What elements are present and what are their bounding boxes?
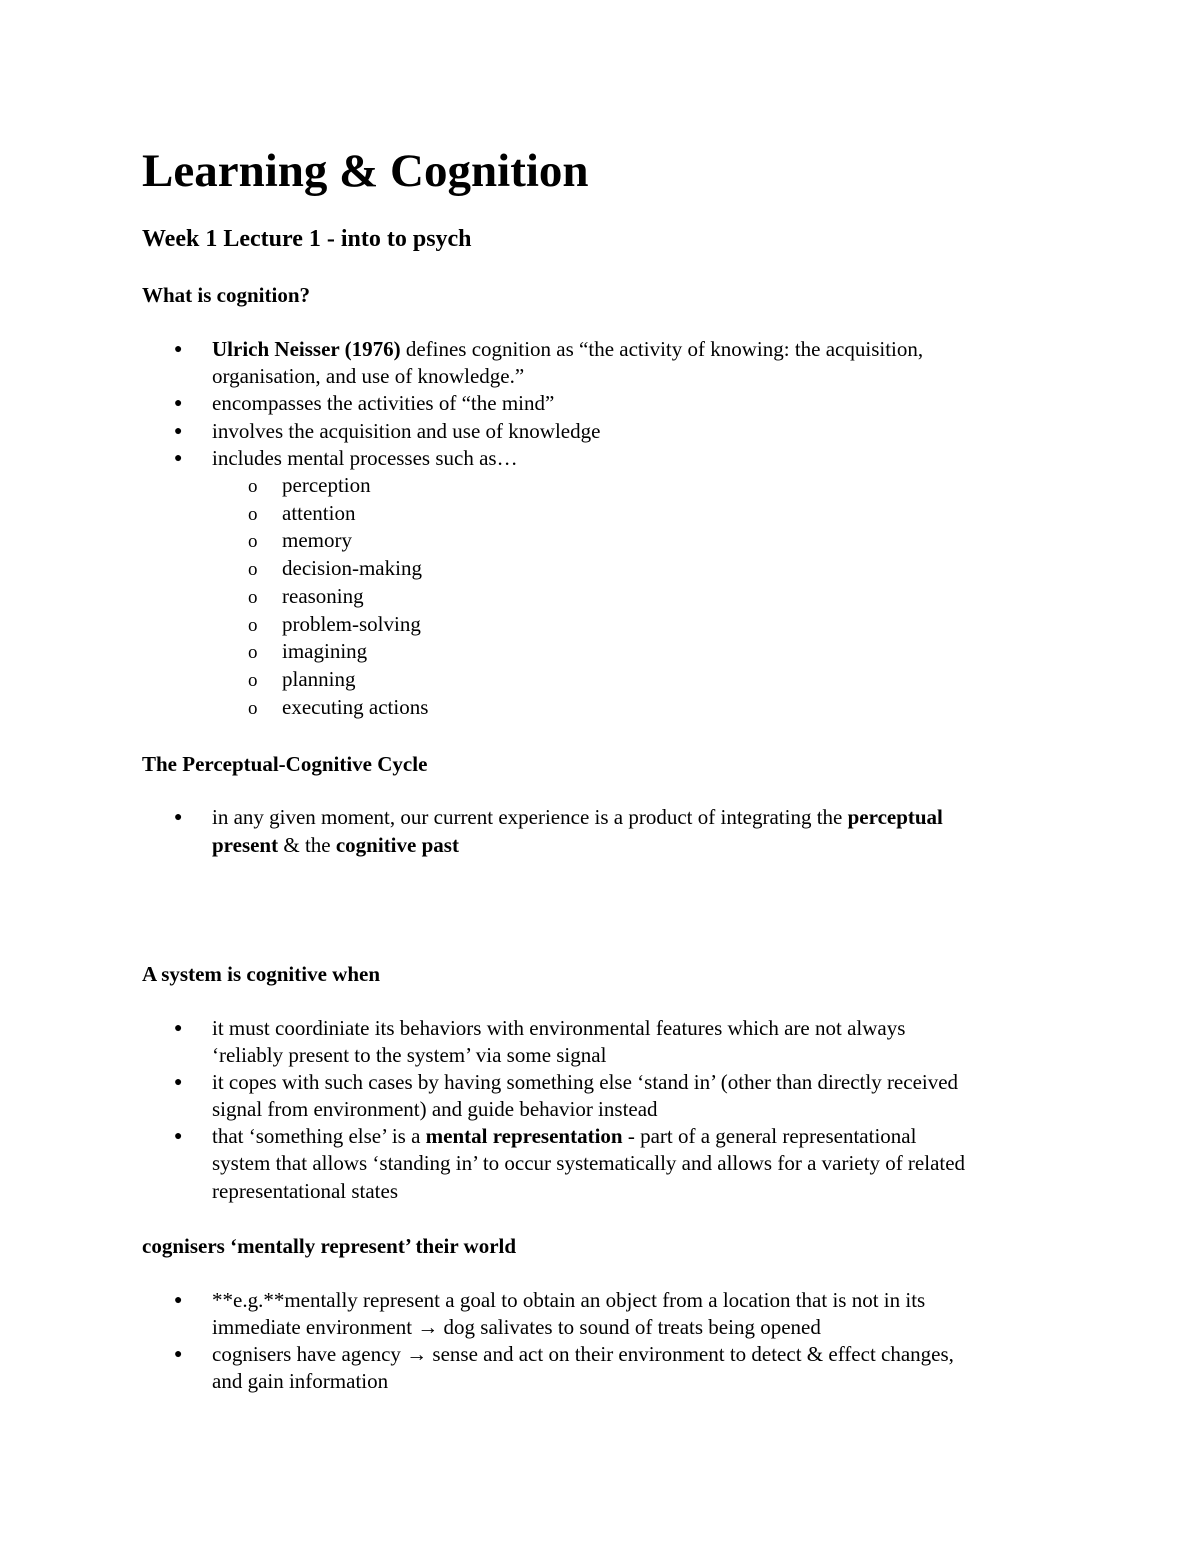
list-item-continuation: and gain information bbox=[212, 1369, 389, 1393]
sub-bullet-marker: o bbox=[248, 476, 258, 497]
list-item-continuation: system that allows ‘standing in’ to occur systematically and allows for a variety of related bbox=[212, 1151, 966, 1175]
list-item bbox=[212, 336, 923, 363]
bullet-marker: ● bbox=[174, 1129, 183, 1144]
sub-list-item: memory bbox=[282, 528, 352, 552]
sub-list-item: executing actions bbox=[282, 695, 429, 719]
section-heading-cycle: The Perceptual-Cognitive Cycle bbox=[142, 752, 428, 776]
bold-text: perceptual bbox=[847, 805, 943, 829]
sub-list-item: problem-solving bbox=[282, 612, 421, 636]
bold-text: Ulrich Neisser (1976) bbox=[212, 337, 401, 361]
list-item-continuation: organisation, and use of knowledge.” bbox=[212, 364, 525, 388]
list-item-continuation: representational states bbox=[212, 1179, 399, 1203]
bullet-marker: ● bbox=[174, 451, 183, 466]
bullet-marker: ● bbox=[174, 810, 183, 825]
section-heading-system: A system is cognitive when bbox=[142, 962, 380, 986]
bold-text: mental representation bbox=[425, 1124, 623, 1148]
bullet-marker: ● bbox=[174, 1347, 183, 1362]
text: & the bbox=[278, 833, 336, 857]
text: in any given moment, our current experience is a product of integrating the bbox=[212, 805, 848, 829]
bullet-marker: ● bbox=[174, 1021, 183, 1036]
text: defines cognition as “the activity of knowing: the acquisition, bbox=[400, 337, 924, 361]
bold-text: present bbox=[212, 833, 279, 857]
list-item bbox=[212, 1123, 916, 1150]
list-item-continuation: signal from environment) and guide behavior instead bbox=[212, 1097, 658, 1121]
bullet-marker: ● bbox=[174, 396, 183, 411]
sub-bullet-marker: o bbox=[248, 531, 258, 552]
section-heading-what-is-cognition: What is cognition? bbox=[142, 283, 311, 307]
sub-bullet-marker: o bbox=[248, 504, 258, 525]
section-heading-cognisers: cognisers ‘mentally represent’ their world bbox=[142, 1234, 517, 1258]
list-item bbox=[212, 804, 943, 831]
bullet-marker: ● bbox=[174, 1075, 183, 1090]
list-item: it must coordiniate its behaviors with environmental features which are not always bbox=[212, 1016, 906, 1040]
text: that ‘something else’ is a bbox=[212, 1124, 426, 1148]
sub-list-item: perception bbox=[282, 473, 371, 497]
sub-bullet-marker: o bbox=[248, 559, 258, 580]
sub-list-item: decision-making bbox=[282, 556, 422, 580]
sub-bullet-marker: o bbox=[248, 670, 258, 691]
sub-list-item: reasoning bbox=[282, 584, 364, 608]
sub-bullet-marker: o bbox=[248, 587, 258, 608]
text: - part of a general representational bbox=[622, 1124, 917, 1148]
list-item-continuation: ‘reliably present to the system’ via some signal bbox=[212, 1043, 607, 1067]
document-title: Learning & Cognition bbox=[142, 145, 589, 197]
list-item: involves the acquisition and use of knowledge bbox=[212, 419, 601, 443]
sub-list-item: attention bbox=[282, 501, 356, 525]
list-item-continuation bbox=[212, 832, 459, 859]
bullet-marker: ● bbox=[174, 424, 183, 439]
bullet-marker: ● bbox=[174, 342, 183, 357]
list-item: it copes with such cases by having something else ‘stand in’ (other than directly received bbox=[212, 1070, 959, 1094]
sub-bullet-marker: o bbox=[248, 615, 258, 636]
sub-list-item: imagining bbox=[282, 639, 368, 663]
list-item-continuation: immediate environment → dog salivates to sound of treats being opened bbox=[212, 1315, 821, 1339]
sub-bullet-marker: o bbox=[248, 642, 258, 663]
list-item: includes mental processes such as… bbox=[212, 446, 518, 470]
bold-text: cognitive past bbox=[335, 833, 459, 857]
list-item: **e.g.**mentally represent a goal to obtain an object from a location that is not in its bbox=[212, 1288, 926, 1312]
sub-bullet-marker: o bbox=[248, 698, 258, 719]
list-item: encompasses the activities of “the mind” bbox=[212, 391, 555, 415]
sub-list-item: planning bbox=[282, 667, 356, 691]
week-heading: Week 1 Lecture 1 - into to psych bbox=[142, 226, 472, 252]
list-item: cognisers have agency → sense and act on their environment to detect & effect changes, bbox=[212, 1342, 954, 1366]
bullet-marker: ● bbox=[174, 1293, 183, 1308]
